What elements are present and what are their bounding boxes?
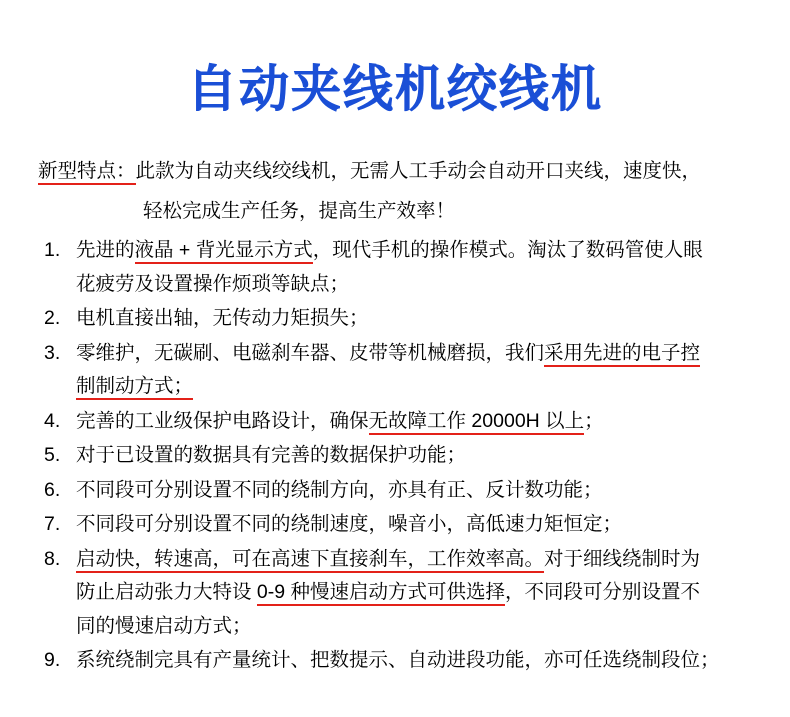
item-part: 完善的工业级保护电路设计，确保 [76, 409, 369, 432]
item-line-2: 花疲劳及设置操作烦琐等缺点； [76, 272, 350, 295]
item-part-underlined: 液晶 + 背光显示方式 [135, 239, 313, 264]
list-item-text [76, 405, 750, 439]
list-item [38, 302, 750, 336]
list-item-number: 4. [44, 409, 61, 432]
item-part-underlined: 采用先进的电子控 [544, 342, 700, 367]
list-item [38, 234, 750, 301]
list-item-text [76, 337, 750, 404]
list-item-text [76, 234, 750, 301]
list-item [38, 405, 750, 439]
list-item [38, 644, 750, 678]
intro-line-1 [38, 155, 750, 189]
item-part: 对于细线绕制时为 [544, 547, 701, 570]
item-line-3: 同的慢速启动方式； [76, 614, 252, 637]
list-item [38, 337, 750, 404]
list-item-text: 对于已设置的数据具有完善的数据保护功能； [76, 444, 467, 467]
item-line-2-underlined: 0-9 种慢速启动方式可供选择 [257, 581, 505, 606]
list-item-number: 2. [44, 307, 61, 330]
item-part: 零维护，无碳刷、电磁刹车器、皮带等机械磨损，我们 [76, 341, 545, 364]
item-part-underlined: 启动快，转速高，可在高速下直接刹车，工作效率高。 [76, 548, 544, 573]
list-item-number: 7. [44, 513, 61, 536]
list-item-number: 9. [44, 649, 61, 672]
item-part: ； [584, 409, 604, 432]
item-line-2-underlined: 制制动方式； [76, 375, 193, 400]
intro-paragraph [38, 155, 750, 228]
intro-line-2: 轻松完成生产任务，提高生产效率！ [143, 199, 456, 222]
item-line-2-pre: 防止启动张力大特设 [76, 581, 257, 604]
list-item [38, 508, 750, 542]
list-item-number: 8. [44, 547, 61, 570]
list-item [38, 543, 750, 644]
list-item-text: 不同段可分别设置不同的绕制方向，亦具有正、反计数功能； [76, 478, 603, 501]
feature-list [38, 234, 750, 678]
item-part-underlined: 无故障工作 20000H 以上 [369, 410, 585, 435]
item-line-2 [76, 576, 750, 610]
list-item-number: 3. [44, 341, 61, 364]
item-line-2-post: ，不同段可分别设置不 [505, 581, 701, 604]
list-item-text: 系统绕制完具有产量统计、把数提示、自动进段功能，亦可任选绕制段位； [76, 649, 720, 672]
list-item-text: 电机直接出轴，无传动力矩损失； [76, 307, 369, 330]
item-part: 先进的 [76, 239, 135, 262]
list-item [38, 439, 750, 473]
list-item-text: 不同段可分别设置不同的绕制速度，噪音小，高低速力矩恒定； [76, 513, 623, 536]
list-item-number: 6. [44, 478, 61, 501]
list-item-number: 1. [44, 239, 61, 262]
intro-label: 新型特点： [38, 160, 136, 185]
document-body [0, 117, 790, 678]
list-item-number: 5. [44, 444, 61, 467]
item-line-2 [76, 370, 750, 404]
item-part: ，现代手机的操作模式。淘汰了数码管使人眼 [312, 239, 703, 262]
list-item [38, 474, 750, 508]
intro-text-1: 此款为自动夹线绞线机，无需人工手动会自动开口夹线，速度快， [135, 160, 702, 182]
list-item-text [76, 543, 750, 644]
page-title: 自动夹线机绞线机 [187, 60, 603, 118]
